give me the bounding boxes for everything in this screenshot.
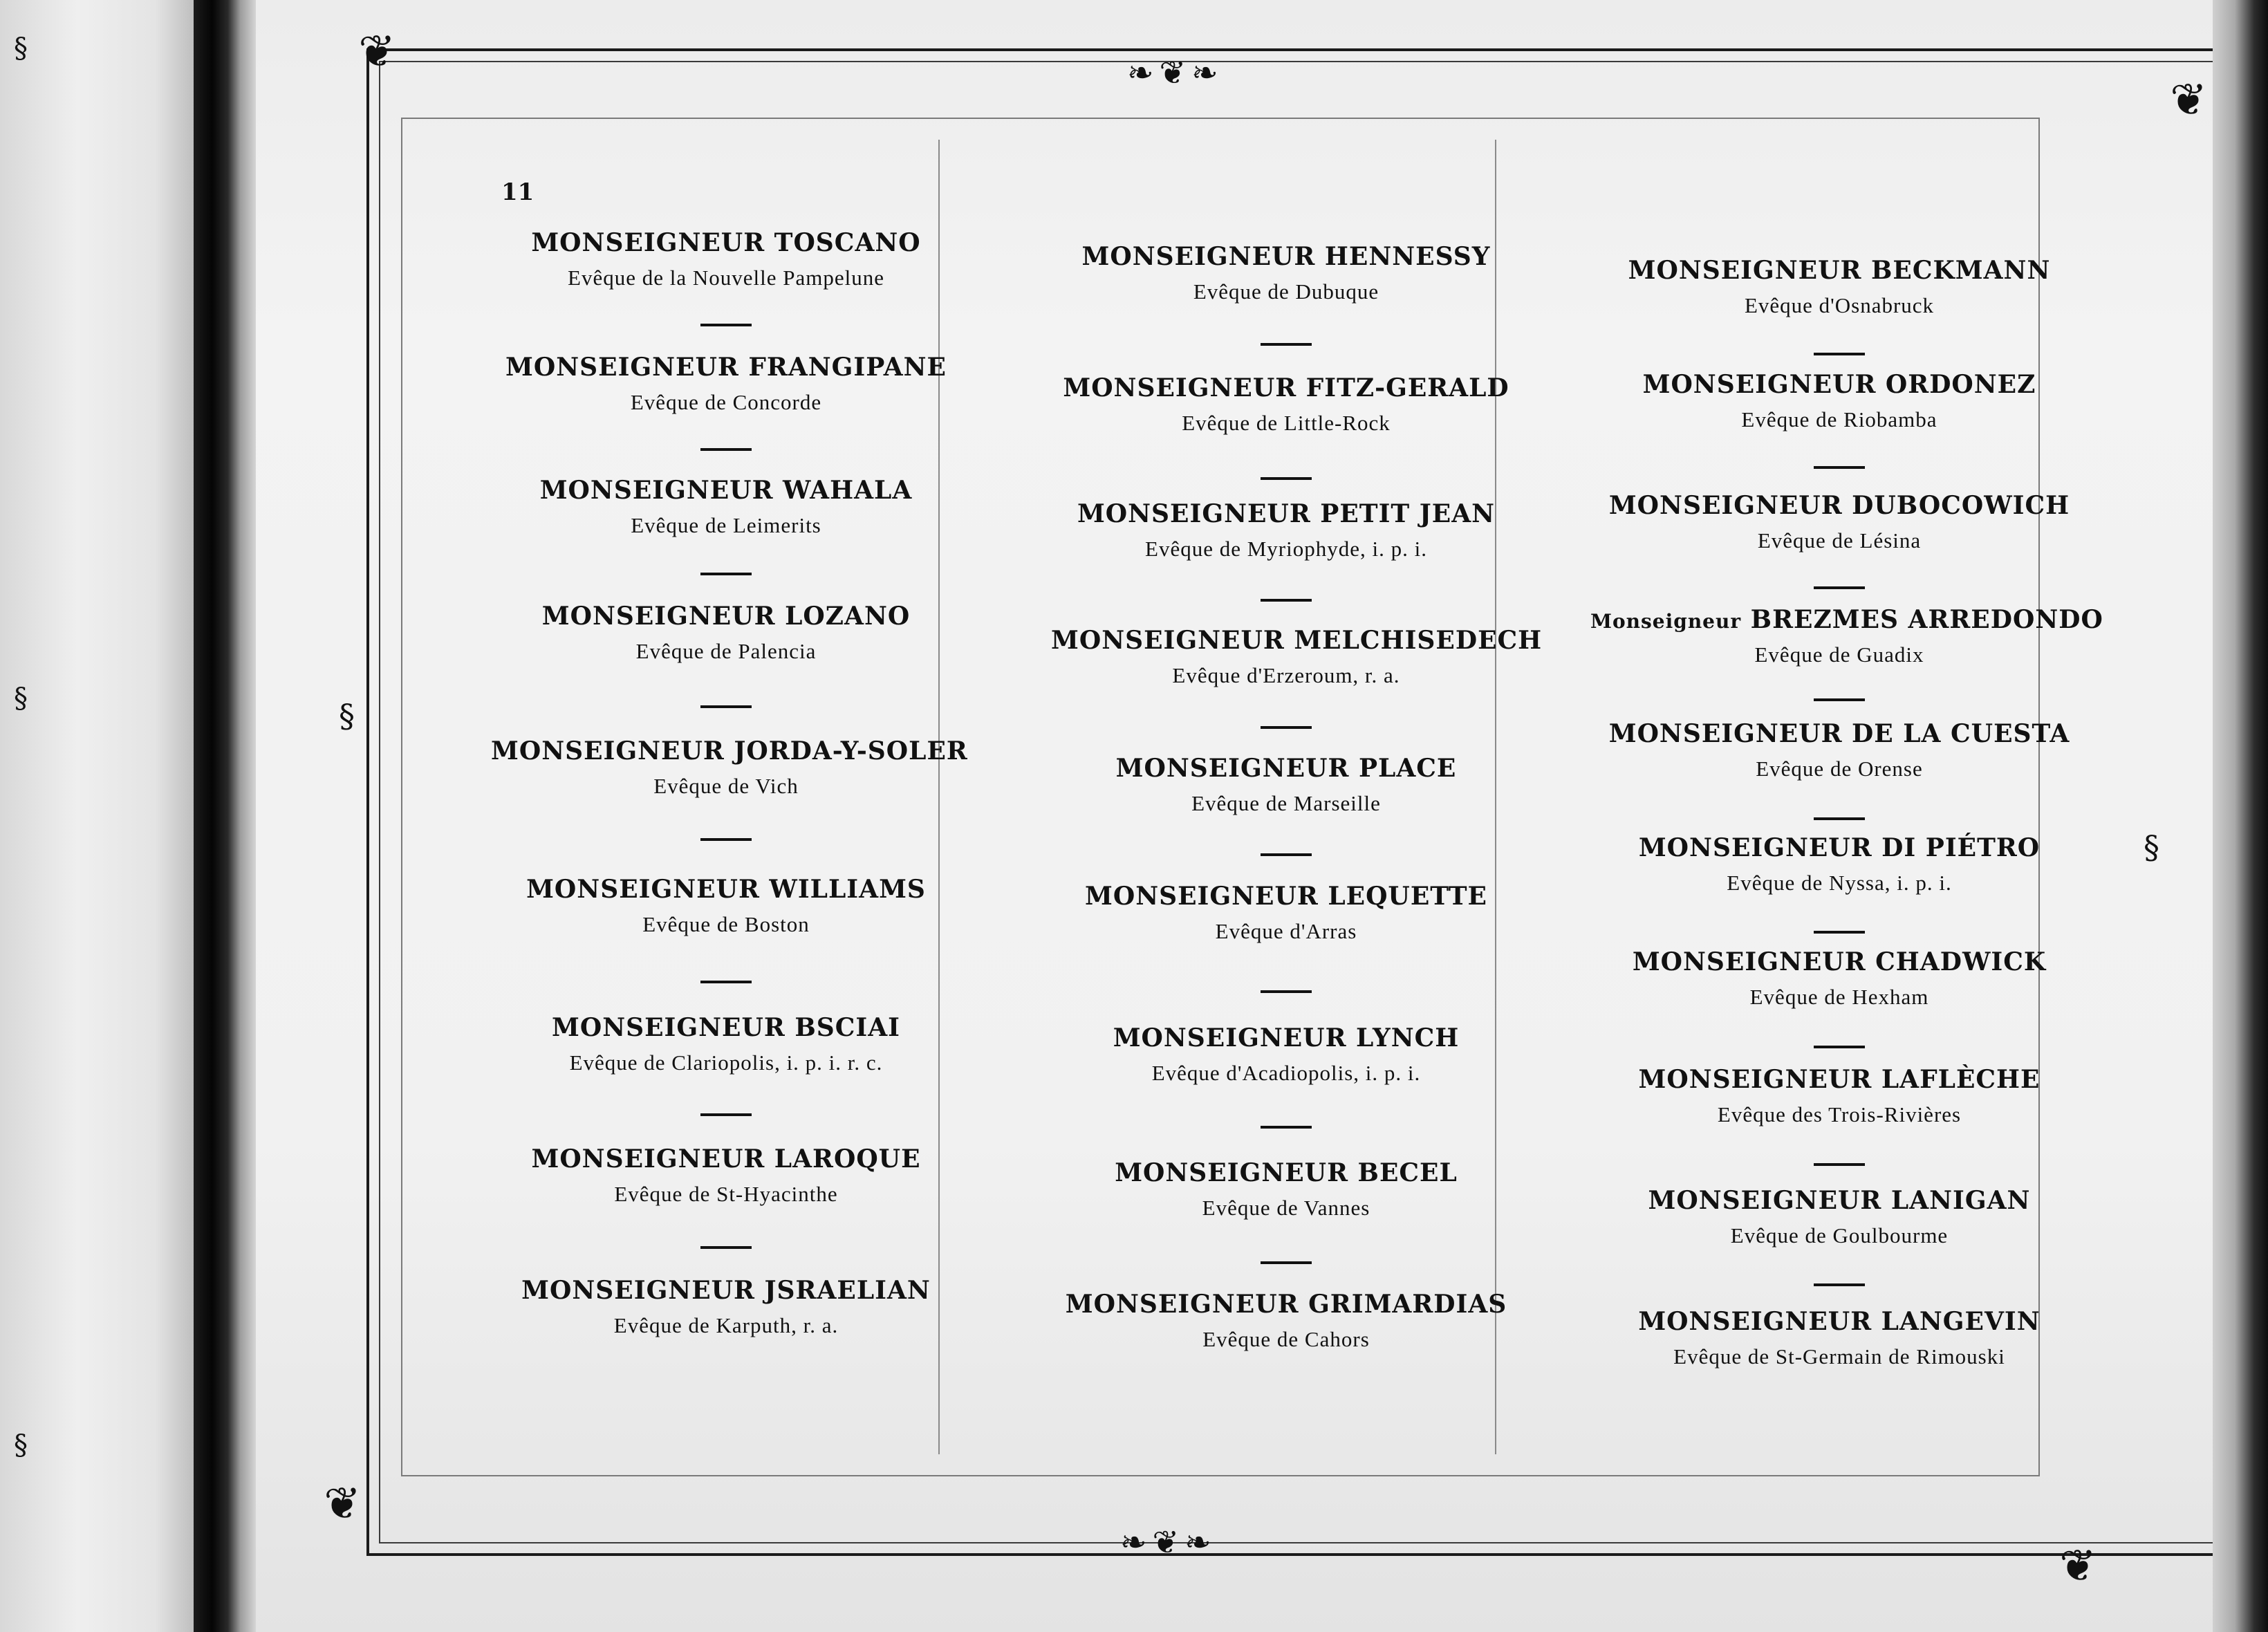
separator (1814, 698, 1865, 701)
bishop-see: Evêque des Trois-Rivières (1717, 1102, 1962, 1126)
bishop-see: Evêque de Myriophyde, i. p. i. (1145, 537, 1427, 561)
list-item (1590, 947, 2088, 1010)
separator (1261, 853, 1312, 856)
bishop-see: Evêque de Cahors (1202, 1327, 1370, 1351)
separator (700, 838, 752, 841)
list-item (491, 875, 961, 937)
corner-ornament-top-right: ❦ (2170, 75, 2207, 126)
bishop-see: Evêque de Hexham (1749, 985, 1929, 1009)
separator (1814, 586, 1865, 589)
list-item (491, 1144, 961, 1207)
corner-ornament-top-left: ❦ (358, 26, 396, 77)
separator (1814, 1283, 1865, 1286)
separator (1261, 477, 1312, 480)
bishop-see: Evêque de St-Hyacinthe (614, 1182, 838, 1206)
list-item (1051, 373, 1521, 436)
bishop-see: Evêque de Dubuque (1193, 279, 1379, 304)
separator (700, 324, 752, 326)
bishop-see: Evêque de Guadix (1754, 642, 1924, 667)
bishop-name: MONSEIGNEUR PETIT JEAN (1077, 499, 1496, 528)
name-prefix: Monseigneur (1590, 610, 1742, 633)
bishop-see: Evêque de Leimerits (631, 513, 821, 537)
list-item (1590, 605, 2103, 667)
column-3 (1590, 256, 2103, 1431)
bishop-name: MONSEIGNEUR FRANGIPANE (505, 353, 947, 382)
bishop-see: Evêque de Goulbourme (1730, 1223, 1949, 1248)
list-item (491, 1276, 961, 1338)
bishop-see: Evêque de St-Germain de Rimouski (1673, 1344, 2005, 1369)
list-item (1051, 754, 1521, 816)
separator (700, 448, 752, 451)
separator (1814, 1163, 1865, 1166)
bishop-name: MONSEIGNEUR LAROQUE (531, 1144, 921, 1174)
bishop-name: MONSEIGNEUR HENNESSY (1081, 242, 1491, 271)
bishop-see: Evêque de la Nouvelle Pampelune (568, 266, 884, 290)
list-item (491, 736, 968, 799)
list-item (491, 602, 961, 664)
bishop-see: Evêque de Vich (653, 774, 799, 798)
page (256, 0, 2213, 1632)
bishop-name: MONSEIGNEUR DE LA CUESTA (1608, 719, 2070, 748)
separator (700, 705, 752, 708)
separator (1814, 817, 1865, 820)
bishop-name: MONSEIGNEUR BSCIAI (551, 1013, 901, 1042)
book-spine (194, 0, 256, 1632)
bishop-see: Evêque de Lésina (1757, 528, 1922, 553)
page-number: 11 (501, 178, 535, 206)
list-item (491, 353, 961, 415)
separator (1261, 1126, 1312, 1129)
separator (700, 1246, 752, 1249)
bishop-name: MONSEIGNEUR FITZ-GERALD (1063, 373, 1509, 402)
border-flourish-right: § (2144, 828, 2165, 866)
bishop-name: MONSEIGNEUR DI PIÉTRO (1638, 833, 2041, 862)
bishop-see: Evêque de Nyssa, i. p. i. (1727, 871, 1952, 895)
list-item (1590, 491, 2088, 553)
separator (1261, 1261, 1312, 1264)
bishop-see: Evêque de Riobamba (1741, 407, 1937, 432)
bishop-name: MONSEIGNEUR JORDA-Y-SOLER (491, 736, 968, 766)
separator (700, 573, 752, 575)
right-page-edge (2213, 0, 2268, 1632)
list-item (1590, 833, 2088, 896)
bishop-name: MONSEIGNEUR BECEL (1115, 1158, 1458, 1187)
bishop-name: MONSEIGNEUR BECKMANN (1628, 256, 2051, 285)
bishop-name: MONSEIGNEUR LAFLÈCHE (1638, 1065, 2041, 1094)
bishop-see: Evêque de Karputh, r. a. (613, 1313, 839, 1337)
border-flourish-left: § (339, 697, 360, 734)
bishop-see: Evêque de Clariopolis, i. p. i. r. c. (569, 1050, 883, 1075)
separator (1814, 353, 1865, 355)
list-item (1590, 1065, 2088, 1127)
bishop-see: Evêque d'Arras (1215, 919, 1357, 943)
left-ornament-bottom: § (14, 1429, 28, 1461)
bishop-see: Evêque de Little-Rock (1182, 411, 1391, 435)
list-item (491, 476, 961, 538)
list-item (491, 1013, 961, 1075)
separator (1261, 343, 1312, 346)
corner-ornament-bottom-left: ❦ (324, 1478, 361, 1530)
list-item (1590, 719, 2088, 781)
bishop-name: MONSEIGNEUR LEQUETTE (1084, 882, 1487, 911)
list-item (1051, 1023, 1521, 1086)
separator (1261, 990, 1312, 993)
separator (1261, 726, 1312, 729)
list-item (1051, 882, 1521, 944)
border-flourish-bottom: ❧❦❧ (1120, 1523, 1217, 1561)
bishop-name: MONSEIGNEUR DUBOCOWICH (1608, 491, 2070, 520)
bishop-see: Evêque de Boston (642, 912, 810, 936)
bishop-name (1590, 605, 2103, 634)
bishop-see: Evêque d'Erzeroum, r. a. (1172, 663, 1400, 687)
bishop-name: MONSEIGNEUR LANIGAN (1648, 1186, 2031, 1215)
border-flourish-top: ❧❦❧ (1127, 54, 1224, 91)
list-item (1590, 1186, 2088, 1248)
left-facing-page (0, 0, 194, 1632)
bishop-see: Evêque de Palencia (635, 639, 817, 663)
separator (700, 981, 752, 983)
bishop-name: MONSEIGNEUR LOZANO (541, 602, 911, 631)
separator (700, 1113, 752, 1116)
bishop-name: MONSEIGNEUR LYNCH (1113, 1023, 1460, 1053)
bishop-name: MONSEIGNEUR PLACE (1115, 754, 1457, 783)
bishop-see: Evêque de Marseille (1191, 791, 1381, 815)
bishop-name: MONSEIGNEUR WAHALA (539, 476, 913, 505)
column-1 (491, 228, 968, 1404)
bishop-name: MONSEIGNEUR WILLIAMS (526, 875, 926, 904)
bishop-name: MONSEIGNEUR LANGEVIN (1638, 1307, 2041, 1336)
bishop-see: Evêque de Vannes (1202, 1196, 1370, 1220)
bishop-see: Evêque de Concorde (630, 390, 822, 414)
list-item (1590, 1307, 2088, 1369)
bishop-name: MONSEIGNEUR CHADWICK (1632, 947, 2047, 976)
bishop-name: MONSEIGNEUR MELCHISEDECH (1051, 626, 1543, 655)
bishop-see: Evêque d'Osnabruck (1744, 293, 1935, 317)
bishop-see: Evêque d'Acadiopolis, i. p. i. (1151, 1061, 1421, 1085)
bishop-name: MONSEIGNEUR ORDONEZ (1642, 370, 2036, 399)
bishop-name: MONSEIGNEUR GRIMARDIAS (1065, 1290, 1507, 1319)
column-2 (1051, 242, 1543, 1418)
left-ornament-top: § (14, 33, 28, 64)
separator (1814, 931, 1865, 934)
left-ornament-middle: § (14, 683, 28, 714)
list-item (1590, 370, 2088, 432)
list-item (1051, 242, 1521, 304)
name-main: BREZMES ARREDONDO (1750, 605, 2103, 634)
separator (1814, 466, 1865, 469)
list-item (1051, 626, 1543, 688)
list-item (1051, 499, 1521, 562)
bishop-see: Evêque de Orense (1756, 757, 1923, 781)
list-item (491, 228, 961, 290)
list-item (1051, 1290, 1521, 1352)
list-item (1590, 256, 2088, 318)
list-item (1051, 1158, 1521, 1221)
separator (1261, 599, 1312, 602)
corner-ornament-bottom-right: ❦ (2059, 1541, 2097, 1592)
bishop-name: MONSEIGNEUR TOSCANO (531, 228, 921, 257)
separator (1814, 1046, 1865, 1048)
bishop-name: MONSEIGNEUR JSRAELIAN (521, 1276, 931, 1305)
